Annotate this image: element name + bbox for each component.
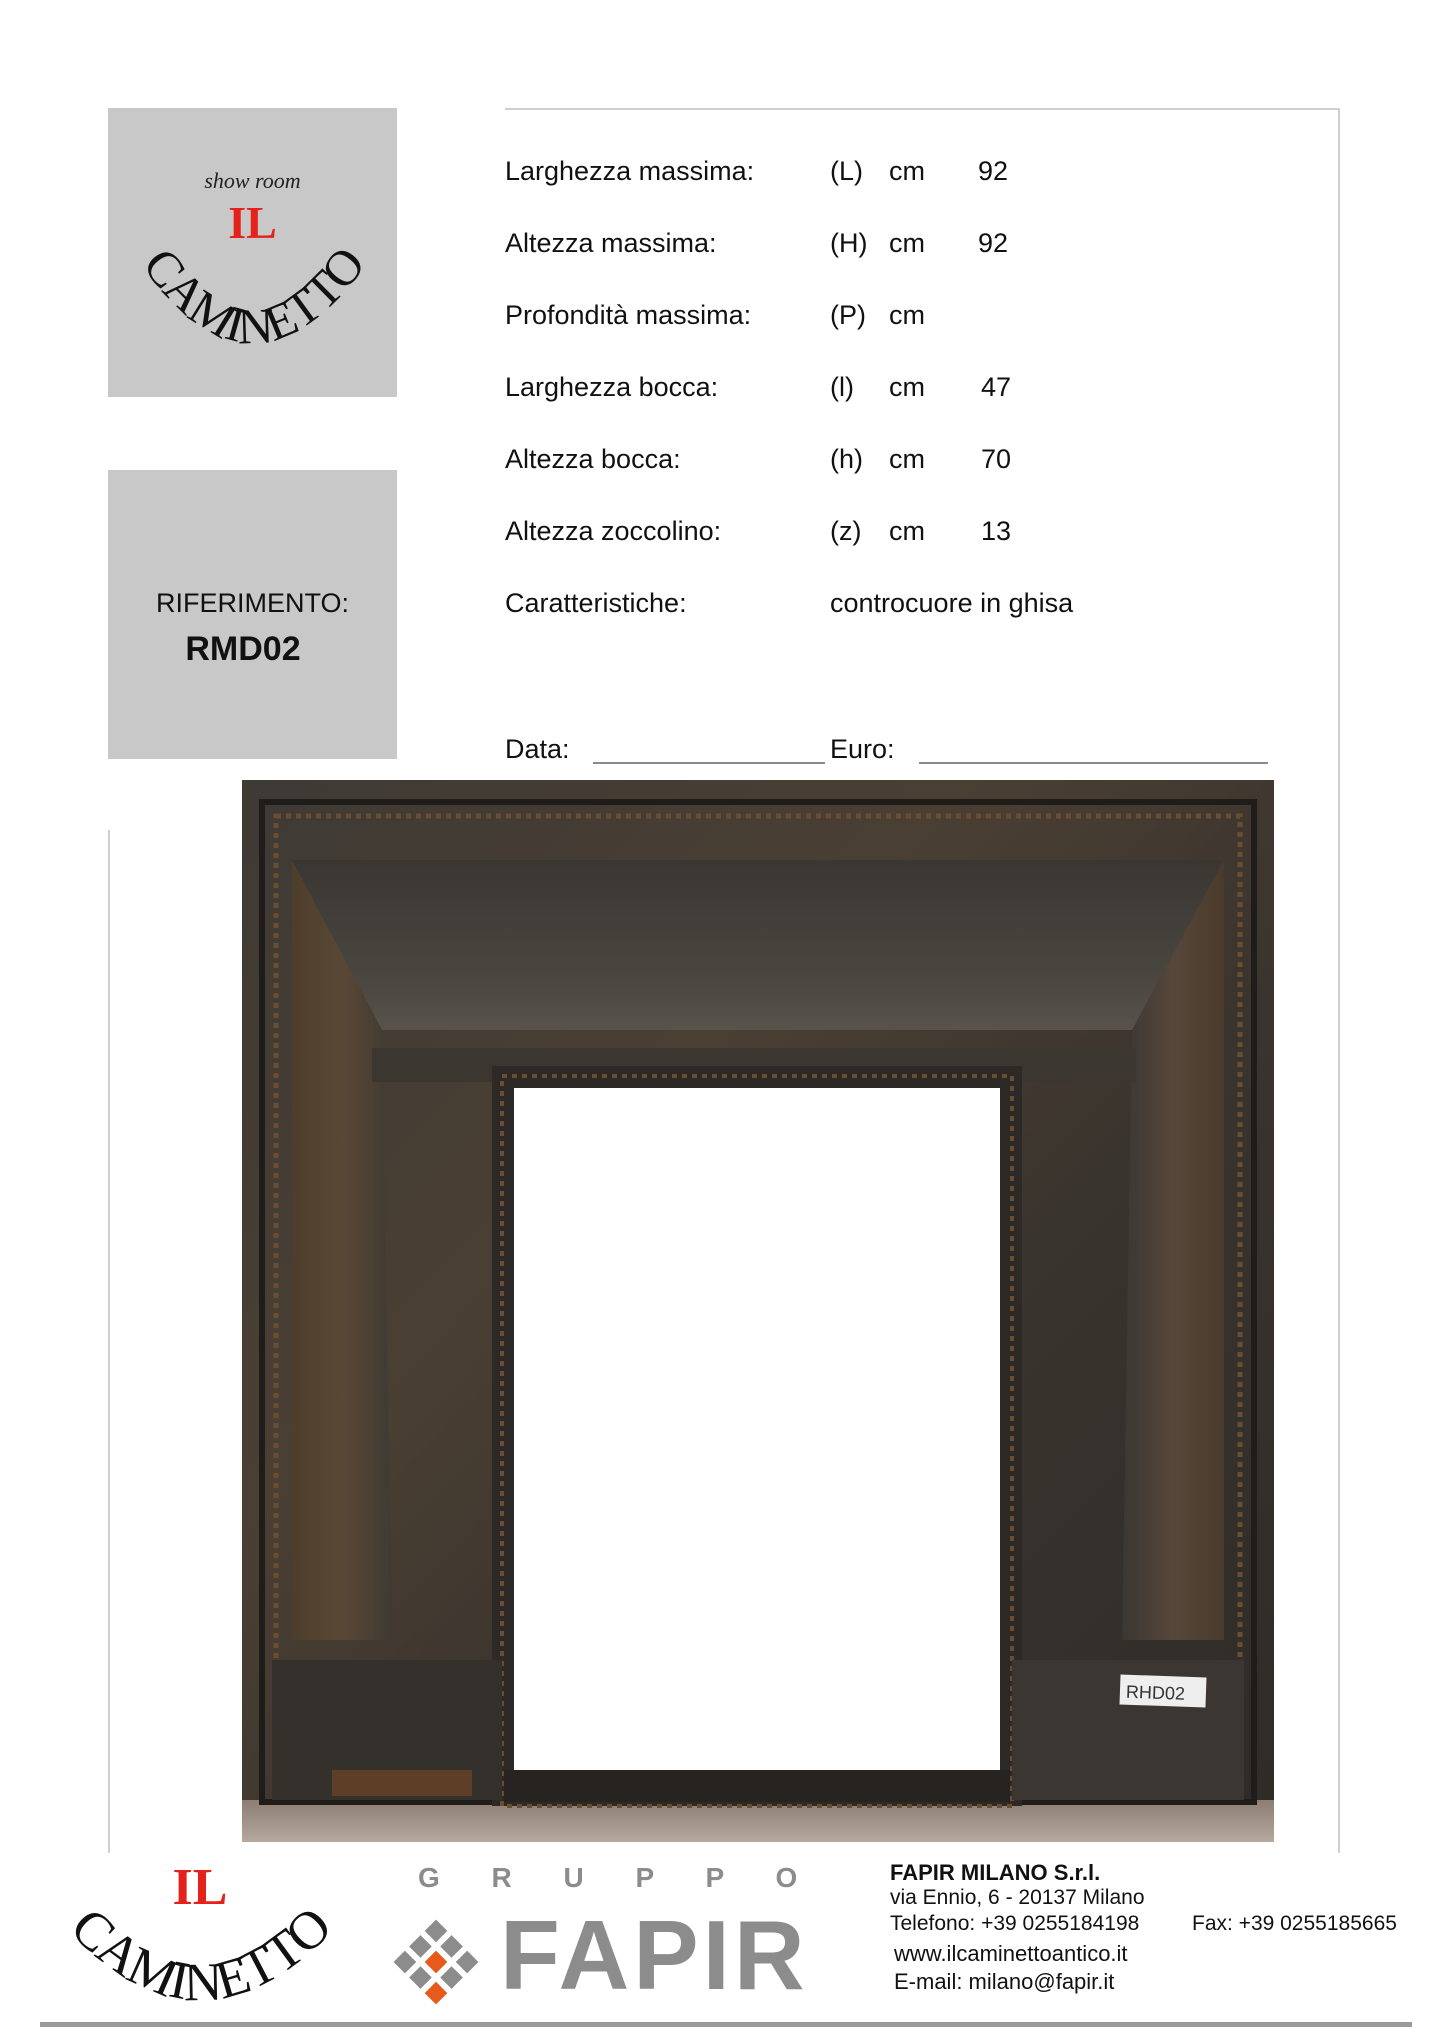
- spec-symbol: (l): [830, 372, 854, 402]
- spec-symbol: (H): [830, 228, 868, 258]
- price-field-line[interactable]: [919, 762, 1268, 764]
- spec-label: Larghezza massima:: [505, 156, 755, 186]
- fapir-diamond-icon: [386, 1912, 486, 2012]
- logo-caminetto-arc: [108, 108, 397, 397]
- spec-label: Altezza zoccolino:: [505, 516, 722, 546]
- footer-logo-caminetto-arc: [30, 1860, 360, 2020]
- features-value: controcuore in ghisa: [830, 588, 1074, 618]
- spec-symbol: (h): [830, 444, 863, 474]
- spec-label: Altezza bocca:: [505, 444, 681, 474]
- reference-code: RMD02: [185, 630, 301, 668]
- footer-logo-caminetto-text: CAMINETTO: [59, 1895, 343, 2013]
- reference-label: RIFERIMENTO:: [155, 588, 349, 618]
- fireplace-photo: [242, 780, 1274, 1842]
- fire-opening: [514, 1088, 1000, 1778]
- spec-label: Larghezza bocca:: [505, 372, 719, 402]
- footer-logo-il: IL: [172, 1859, 228, 1916]
- spec-symbol: (P): [830, 300, 866, 330]
- spec-value: 13: [981, 516, 1012, 546]
- spec-label: Profondità massima:: [505, 300, 752, 330]
- spec-symbol: (L): [830, 156, 863, 186]
- frame-right-line: [1338, 108, 1340, 1853]
- date-label: Data:: [505, 734, 570, 764]
- photo-tag-text: RHD02: [1125, 1681, 1186, 1704]
- spec-row-caratteristiche: [505, 586, 1125, 620]
- date-field-line[interactable]: [593, 762, 825, 764]
- logo-box: [108, 108, 397, 397]
- logo-il-text: IL: [228, 197, 277, 248]
- spec-row-altezza-massima: [505, 226, 1125, 260]
- footer-divider: [40, 2022, 1412, 2027]
- price-label: Euro:: [830, 734, 895, 764]
- frame-top-line: [505, 108, 1340, 110]
- gruppo-label: G R U P P O: [418, 1862, 820, 1893]
- spec-label: Altezza massima:: [505, 228, 717, 258]
- company-name: FAPIR MILANO S.r.l.: [890, 1860, 1101, 1885]
- spec-row-altezza-zoccolino: [505, 514, 1125, 548]
- spec-unit: cm: [889, 300, 925, 330]
- rust-patch: [332, 1770, 472, 1796]
- hearth-bar: [504, 1770, 1010, 1802]
- spec-value: 92: [978, 228, 1009, 258]
- company-address: via Ennio, 6 - 20137 Milano: [890, 1886, 1145, 1909]
- logo-caminetto-text: CAMINETTO: [132, 236, 376, 355]
- frame-left-line: [108, 830, 110, 1853]
- spec-row-altezza-bocca: [505, 442, 1125, 476]
- reference-box: [108, 470, 397, 759]
- spec-value: 70: [981, 444, 1012, 474]
- spec-value: 92: [978, 156, 1009, 186]
- spec-unit: cm: [889, 516, 925, 546]
- company-phone: Telefono: +39 0255184198: [890, 1912, 1140, 1935]
- spec-row-larghezza-bocca: [505, 370, 1125, 404]
- spec-row-profondita-massima: [505, 298, 1125, 332]
- spec-unit: cm: [889, 372, 925, 402]
- features-label: Caratteristiche:: [505, 588, 687, 618]
- fapir-wordmark: FAPIR: [500, 1900, 809, 2010]
- form-row: [505, 732, 1125, 766]
- svg-text:CAMINETTO: [60, 1896, 343, 2013]
- spec-symbol: (z): [830, 516, 862, 546]
- company-fax: Fax: +39 0255185665: [1192, 1912, 1397, 1935]
- svg-text:CAMINETTO: [132, 237, 375, 355]
- spec-value: 47: [981, 372, 1012, 402]
- company-website-link[interactable]: www.ilcaminettoantico.it: [894, 1941, 1128, 1966]
- top-panel: [292, 860, 1224, 1030]
- spec-unit: cm: [889, 444, 925, 474]
- spec-unit: cm: [889, 156, 925, 186]
- company-email-link[interactable]: E-mail: milano@fapir.it: [894, 1969, 1115, 1994]
- spec-row-larghezza-massima: [505, 154, 1125, 188]
- spec-unit: cm: [889, 228, 925, 258]
- show-room-label: show room: [204, 168, 301, 193]
